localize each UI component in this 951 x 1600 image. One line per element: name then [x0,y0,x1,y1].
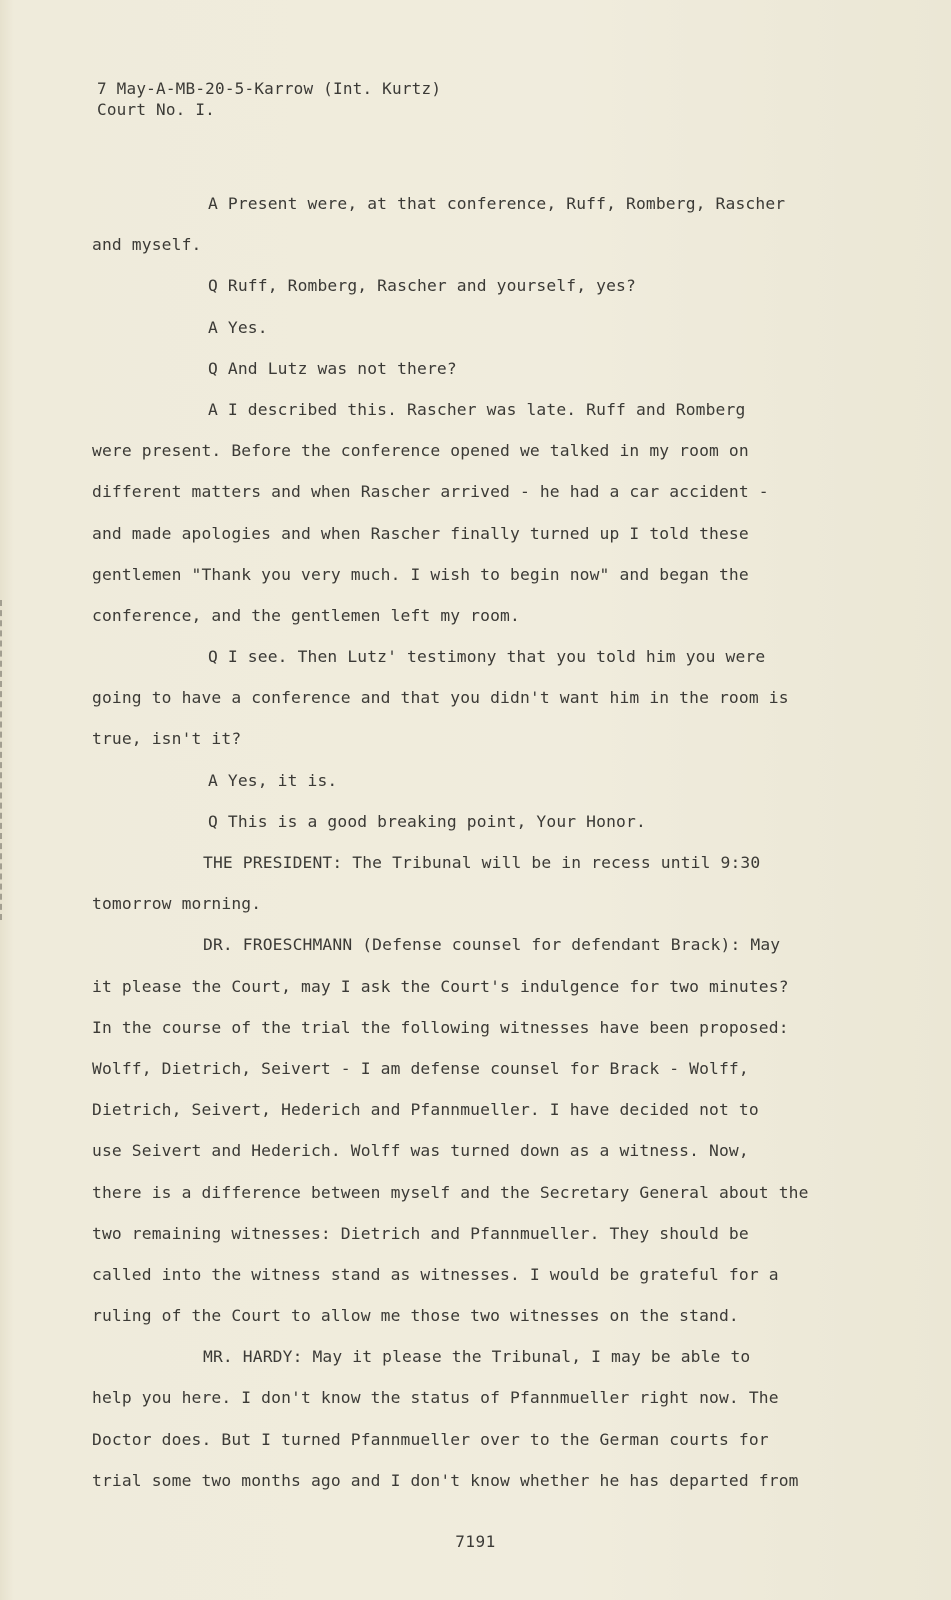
transcript-line: it please the Court, may I ask the Court's indulgence for two minutes? [92,976,789,996]
transcript-line: there is a difference between myself and the Secretary General about the [92,1182,809,1202]
transcript-line: trial some two months ago and I don't know whether he has departed from [92,1470,799,1490]
transcript-line: were present. Before the conference opened we talked in my room on [92,441,749,461]
transcript-line: different matters and when Rascher arrived - he had a car accident - [92,482,769,502]
transcript-line: Q This is a good breaking point, Your Honor. [208,811,646,831]
transcript-line: A Present were, at that conference, Ruff, Romberg, Rascher [208,194,786,213]
transcript-line: Q I see. Then Lutz' testimony that you told him you were [208,647,766,667]
transcript-line: going to have a conference and that you didn't want him in the room is [92,688,789,708]
transcript-line: and made apologies and when Rascher finally turned up I told these [92,523,749,543]
transcript-body [92,183,832,1501]
transcript-line: called into the witness stand as witnesses. I would be grateful for a [92,1264,779,1284]
transcript-line: Q And Lutz was not there? [208,358,457,378]
transcript-line: A Yes. [208,317,268,337]
transcript-line: A I described this. Rascher was late. Ruff and Romberg [208,399,746,419]
document-header [97,78,441,120]
transcript-line: use Seivert and Hederich. Wolff was turned down as a witness. Now, [92,1141,749,1161]
transcript-line: Doctor does. But I turned Pfannmueller over to the German courts for [92,1429,769,1449]
header-line-2: Court No. I. [97,100,215,119]
binding-edge-marks [0,600,5,920]
transcript-line: help you here. I don't know the status of Pfannmueller right now. The [92,1388,779,1408]
page-number: 7191 [455,1532,496,1551]
transcript-line: In the course of the trial the following witnesses have been proposed: [92,1017,789,1037]
transcript-line: DR. FROESCHMANN (Defense counsel for defendant Brack): May [203,935,781,955]
transcript-line: ruling of the Court to allow me those two witnesses on the stand. [92,1306,739,1326]
transcript-line: and myself. [92,235,202,255]
transcript-line: A Yes, it is. [208,770,338,790]
header-line-1: 7 May-A-MB-20-5-Karrow (Int. Kurtz) [97,79,442,98]
transcript-line: tomorrow morning. [92,894,262,914]
transcript-line: conference, and the gentlemen left my room. [92,605,520,625]
transcript-line: gentlemen "Thank you very much. I wish to begin now" and began the [92,564,749,584]
transcript-line: two remaining witnesses: Dietrich and Pfannmueller. They should be [92,1223,749,1243]
transcript-line: MR. HARDY: May it please the Tribunal, I may be able to [203,1347,751,1367]
transcript-line: Dietrich, Seivert, Hederich and Pfannmueller. I have decided not to [92,1100,759,1120]
transcript-line: THE PRESIDENT: The Tribunal will be in recess until 9:30 [203,853,761,872]
transcript-line: Wolff, Dietrich, Seivert - I am defense counsel for Brack - Wolff, [92,1058,749,1078]
transcript-line: Q Ruff, Romberg, Rascher and yourself, yes? [208,276,636,296]
transcript-line: true, isn't it? [92,729,242,749]
